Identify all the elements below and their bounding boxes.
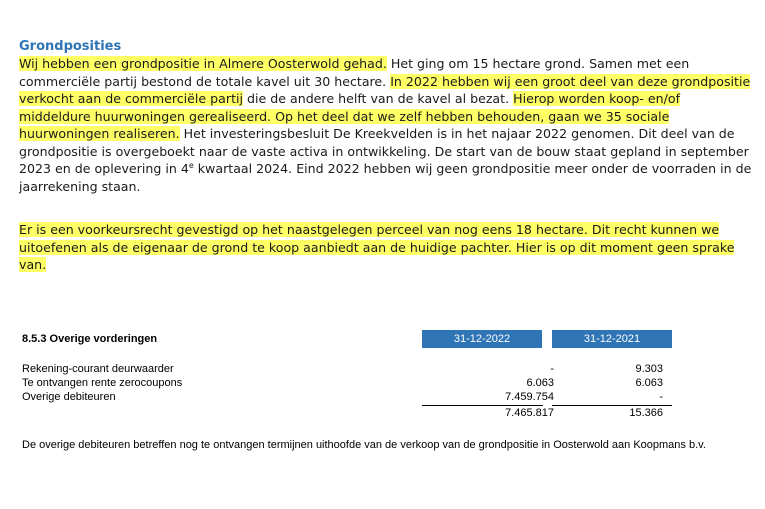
- text-run: kwartaal 2024. Eind 2022 hebben wij geen grondpositie meer onder de voorraden in de jaarrekening staan.: [19, 161, 752, 194]
- paragraph-voorkeursrecht: [19, 221, 754, 274]
- table-footnote: De overige debiteuren betreffen nog te ontvangen termijnen uithoofde van de verkoop van de grondpositie in Oosterwold aan Koopmans b.v.: [22, 439, 706, 451]
- text-run: Het investeringsbesluit De Kreekvelden is in het najaar 2022 genomen. Dit deel van de grondpositie is overgeboekt naar de vaste activa in ontwikkeling. De start van de bouw staat gepland in september 2023 en de oplevering in 4: [19, 126, 749, 176]
- row-value-2022: 7.459.754: [505, 391, 554, 403]
- column-header-2021: 31-12-2021: [552, 330, 672, 348]
- row-label: Overige debiteuren: [22, 391, 116, 403]
- row-label: Rekening-courant deurwaarder: [22, 363, 174, 375]
- row-value-2021: 6.063: [635, 377, 663, 389]
- highlighted-text: Er is een voorkeursrecht gevestigd op het naastgelegen perceel van nog eens 18 hectare. Dit recht kunnen we uitoefenen als de eigenaar de grond te koop aanbiedt aan de huidige pachter. Hier is op dit moment geen sprake van.: [19, 222, 735, 272]
- total-value-2022: 7.465.817: [505, 407, 554, 419]
- paragraph-grondposities: [19, 55, 754, 195]
- table-title: 8.5.3 Overige vorderingen: [22, 333, 158, 345]
- highlighted-text: Hierop worden koop- en/of middeldure huurwoningen gerealiseerd. Op het deel dat we zelf hebben behouden, gaan we 35 sociale huurwoningen realiseren.: [19, 91, 681, 141]
- total-value-2021: 15.366: [629, 407, 663, 419]
- text-run: e: [188, 160, 194, 170]
- text-run: Het ging om 15 hectare grond. Samen met een commerciële partij bestond de totale kavel uit 30 hectare.: [19, 56, 690, 89]
- table-row: [22, 390, 682, 404]
- row-value-2022: -: [550, 363, 554, 375]
- row-value-2021: 9.303: [635, 363, 663, 375]
- row-value-2022: 6.063: [526, 377, 554, 389]
- highlighted-text: Wij hebben een grondpositie in Almere Oosterwold gehad.: [19, 56, 387, 71]
- table-total-row: [22, 406, 682, 420]
- row-label: Te ontvangen rente zerocoupons: [22, 377, 183, 389]
- column-header-2022: 31-12-2022: [422, 330, 542, 348]
- highlighted-text: In 2022 hebben wij een groot deel van deze grondpositie verkocht aan de commerciële partij: [19, 73, 751, 106]
- table-row: [22, 376, 682, 390]
- table-row: [22, 362, 682, 376]
- row-value-2021: -: [659, 391, 663, 403]
- section-heading: Grondposities: [19, 39, 122, 54]
- text-run: die de andere helft van de kavel al bezat.: [243, 91, 514, 106]
